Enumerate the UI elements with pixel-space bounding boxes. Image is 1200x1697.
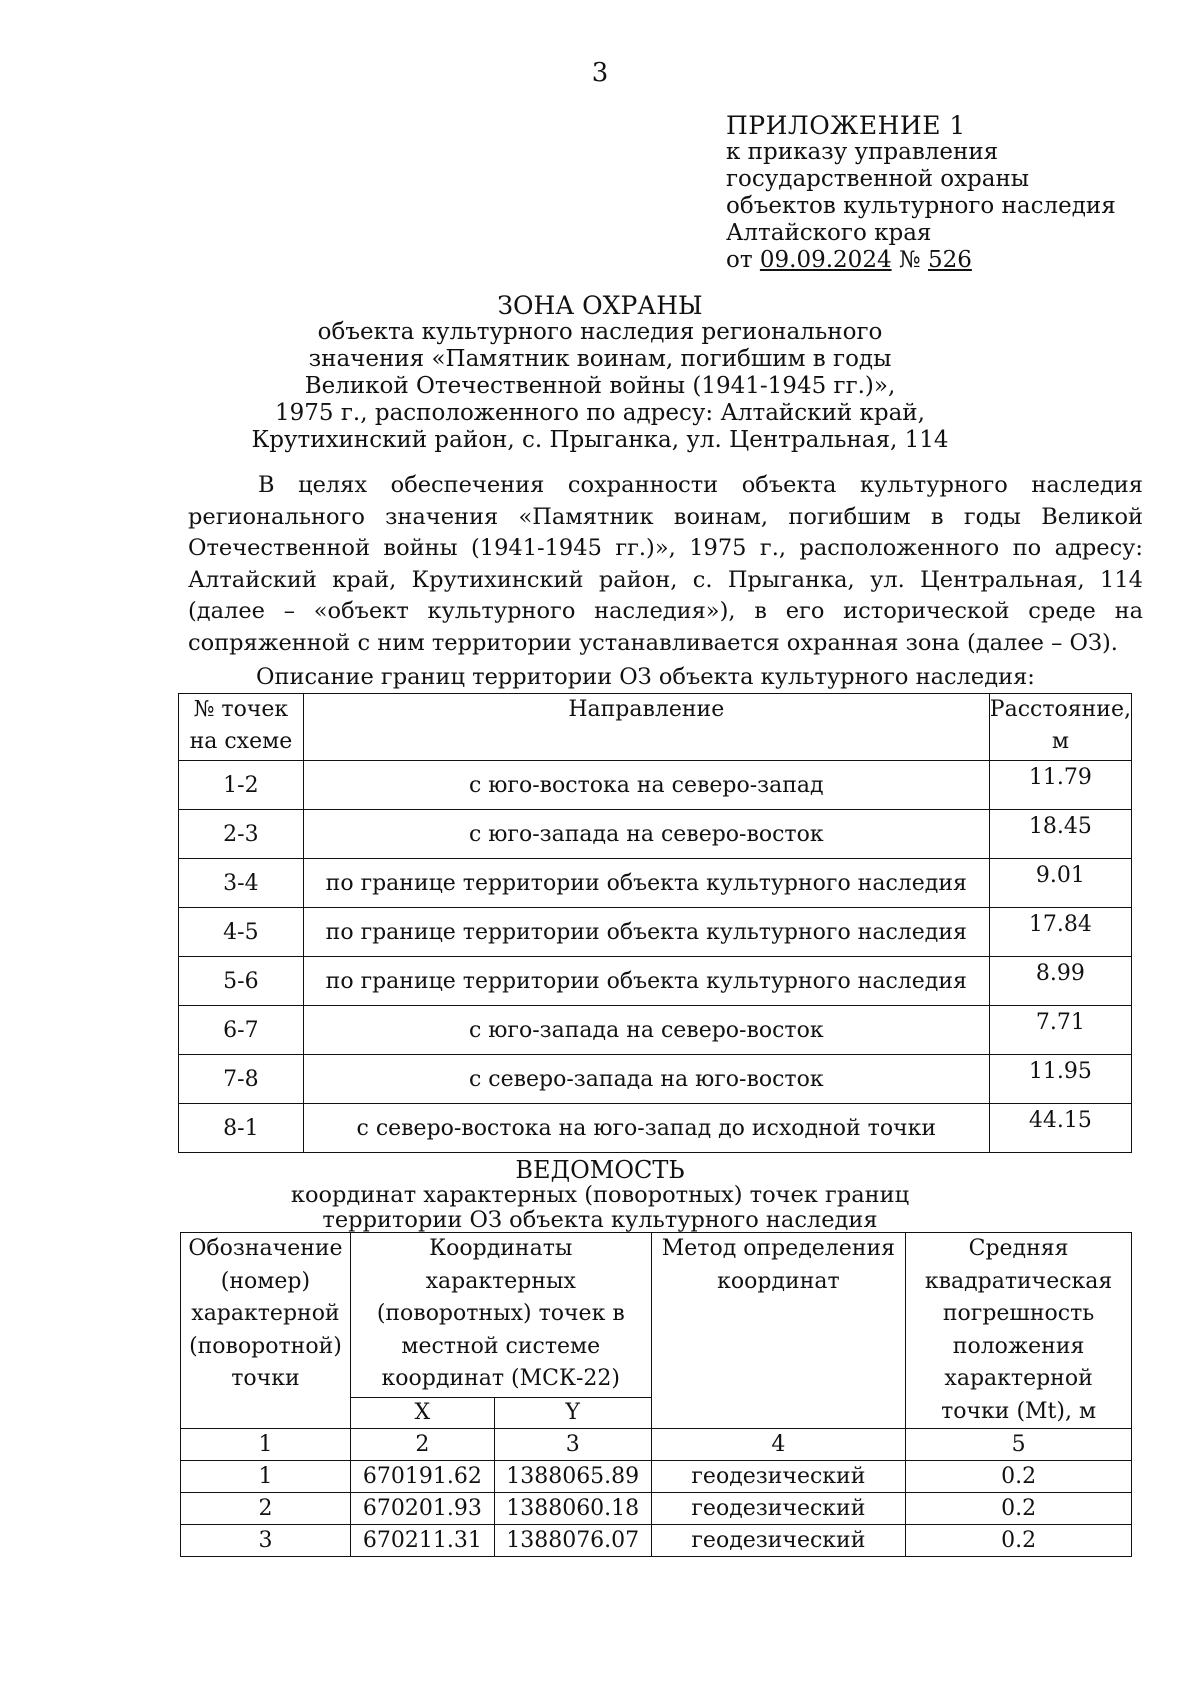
vedomost-title: ВЕДОМОСТЬ [515, 1156, 685, 1184]
header-line: Координаты [429, 1236, 573, 1261]
header-error [906, 1233, 1132, 1429]
row-distance: 11.79 [989, 761, 1131, 810]
row-points: 2-3 [179, 810, 304, 859]
intro-paragraph-block [188, 470, 1143, 659]
intro-paragraph: В целях обеспечения сохранности объекта культурного наследия регионального значения «Памятник воинам, погибшим в годы Великой Отечественной войны (1941-1945 гг.)», 1975 г., расположенного по адресу: Алтайский край, Крутихинский район, с. Прыганка, ул. Центральная, 114 (далее – «объект культурного наследия»), в его исторической среде на сопряженной с ним территории устанавливается охранная зона (далее – ОЗ). [188, 472, 1143, 656]
appendix-line: Алтайского края [726, 220, 932, 246]
row-points: 5-6 [179, 957, 304, 1006]
zone-heading [150, 292, 1050, 454]
order-line [726, 247, 1116, 274]
row-direction: по границе территории объекта культурного наследия [303, 908, 989, 957]
zone-heading-line: Крутихинский район, с. Прыганка, ул. Центральная, 114 [251, 427, 949, 453]
vedomost-line: территории ОЗ объекта культурного наследия [322, 1207, 878, 1233]
header-line: местной системе [401, 1333, 601, 1359]
row-method: геодезический [651, 1461, 906, 1493]
row-direction: по границе территории объекта культурного наследия [303, 957, 989, 1006]
table-row [179, 761, 1132, 810]
zone-heading-line: 1975 г., расположенного по адресу: Алтайский край, [275, 400, 925, 426]
zone-heading-line: значения «Памятник воинам, погибшим в годы [308, 346, 892, 372]
row-points: 3-4 [179, 859, 304, 908]
row-error: 0.2 [906, 1493, 1132, 1525]
boundary-table [178, 693, 1132, 1153]
header-line: координат [717, 1268, 840, 1294]
boundary-table-caption: Описание границ территории ОЗ объекта культурного наследия: [256, 664, 1035, 690]
row-distance: 11.95 [989, 1055, 1131, 1104]
row-points: 8-1 [179, 1104, 304, 1153]
header-line: характерной [944, 1366, 1093, 1391]
row-method: геодезический [651, 1493, 906, 1525]
row-y: 1388060.18 [494, 1493, 651, 1525]
header-line: точки (Mt), м [941, 1398, 1097, 1424]
row-x: 670201.93 [350, 1493, 494, 1525]
header-method [651, 1233, 906, 1429]
table-row [181, 1461, 1132, 1493]
row-distance: 17.84 [989, 908, 1131, 957]
header-points [179, 694, 304, 761]
header-y: Y [494, 1398, 651, 1429]
column-number: 4 [651, 1429, 906, 1461]
row-direction: с северо-запада на юго-восток [303, 1055, 989, 1104]
header-line: квадратическая [924, 1268, 1113, 1294]
appendix-line: к приказу управления [726, 139, 999, 165]
row-x: 670211.31 [350, 1525, 494, 1557]
header-line: характерной [191, 1301, 340, 1326]
row-point: 3 [181, 1525, 351, 1557]
row-error: 0.2 [906, 1461, 1132, 1493]
row-points: 7-8 [179, 1055, 304, 1104]
header-line: (поворотных) точек в [376, 1301, 625, 1326]
header-distance-line: м [1051, 729, 1069, 754]
table-row [179, 859, 1132, 908]
header-line: Обозначение [188, 1236, 343, 1261]
table-header-row [181, 1233, 1132, 1398]
zone-title: ЗОНА ОХРАНЫ [497, 291, 703, 320]
row-points: 1-2 [179, 761, 304, 810]
row-points: 6-7 [179, 1006, 304, 1055]
table-row [179, 908, 1132, 957]
row-distance: 8.99 [989, 957, 1131, 1006]
row-point: 2 [181, 1493, 351, 1525]
column-number: 2 [350, 1429, 494, 1461]
row-method: геодезический [651, 1525, 906, 1557]
header-distance-line: Расстояние, [989, 697, 1131, 722]
header-coordinates [350, 1233, 651, 1398]
column-number-row [181, 1429, 1132, 1461]
appendix-title: ПРИЛОЖЕНИЕ 1 [726, 111, 966, 140]
header-designation [181, 1233, 351, 1429]
header-direction: Направление [303, 694, 989, 761]
row-point: 1 [181, 1461, 351, 1493]
row-direction: по границе территории объекта культурного наследия [303, 859, 989, 908]
column-number: 1 [181, 1429, 351, 1461]
coordinates-table [180, 1232, 1132, 1557]
vedomost-line: координат характерных (поворотных) точек границ [290, 1182, 910, 1208]
row-direction: с юго-запада на северо-восток [303, 1006, 989, 1055]
table-row [179, 1055, 1132, 1104]
header-x: X [350, 1398, 494, 1429]
appendix-line: объектов культурного наследия [726, 193, 1116, 219]
table-row [181, 1493, 1132, 1525]
header-line: погрешность [942, 1301, 1095, 1326]
header-line: положения [952, 1333, 1085, 1359]
row-points: 4-5 [179, 908, 304, 957]
row-direction: с юго-запада на северо-восток [303, 810, 989, 859]
header-line: Средняя [968, 1236, 1069, 1261]
vedomost-heading [150, 1158, 1050, 1233]
row-distance: 44.15 [989, 1104, 1131, 1153]
column-number: 3 [494, 1429, 651, 1461]
row-distance: 7.71 [989, 1006, 1131, 1055]
appendix-block [726, 112, 1116, 274]
table-row [179, 1104, 1132, 1153]
order-prefix: от [726, 247, 753, 273]
order-date: 09.09.2024 [759, 247, 892, 273]
order-number: 526 [927, 247, 972, 273]
row-y: 1388076.07 [494, 1525, 651, 1557]
row-y: 1388065.89 [494, 1461, 651, 1493]
table-row [179, 810, 1132, 859]
header-line: точки [231, 1366, 300, 1391]
row-distance: 18.45 [989, 810, 1131, 859]
header-line: (номер) [220, 1268, 311, 1294]
header-line: координат (МСК-22) [381, 1366, 620, 1391]
table-header-row [179, 694, 1132, 761]
order-number-sign: № [898, 247, 921, 273]
column-number: 5 [906, 1429, 1132, 1461]
page-number: 3 [591, 58, 609, 88]
row-direction: с юго-востока на северо-запад [303, 761, 989, 810]
zone-heading-line: объекта культурного наследия регионального [317, 319, 883, 345]
row-error: 0.2 [906, 1525, 1132, 1557]
header-line: (поворотной) [189, 1333, 342, 1359]
zone-heading-line: Великой Отечественной войны (1941-1945 гг.)», [304, 373, 896, 399]
header-points-line: № точек [193, 697, 289, 722]
row-direction: с северо-востока на юго-запад до исходной точки [303, 1104, 989, 1153]
appendix-line: государственной охраны [726, 166, 1030, 192]
header-distance [989, 694, 1131, 761]
table-row [179, 1006, 1132, 1055]
table-row [179, 957, 1132, 1006]
table-row [181, 1525, 1132, 1557]
header-line: Метод определения [661, 1236, 896, 1261]
row-x: 670191.62 [350, 1461, 494, 1493]
row-distance: 9.01 [989, 859, 1131, 908]
header-line: характерных [425, 1268, 576, 1294]
header-points-line: на схеме [189, 729, 293, 754]
